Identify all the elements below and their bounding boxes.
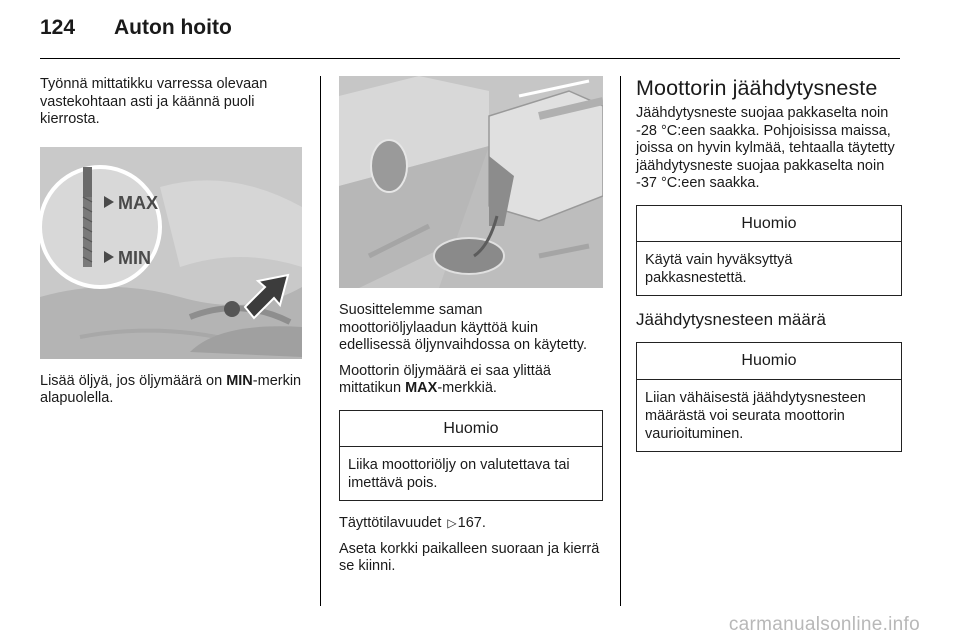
dipstick-instruction: Työnnä mittatikku varressa olevaan vastekohtaan asti ja käännä puoli kierrosta. [40,76,268,127]
max-mark-label: MAX [118,192,158,213]
column-divider-1 [320,76,321,606]
coolant-protection-text: Jäähdytysneste suojaa pakkaselta noin -28 °C:een saakka. Pohjoisissa maissa, joissa on hyvin kylmää, tehtaalla täytetty jäähdytysneste suojaa pakkaselta noin -37 °C:een saakka. [636,105,895,191]
add-oil-instruction: Lisää öljyä, jos öljymäärä on MIN-merkin alapuolella. [40,372,302,406]
column-2 [339,76,603,584]
note-title: Huomio [637,343,901,380]
column-3 [636,76,902,466]
note-title: Huomio [637,206,901,243]
note-box-low-coolant [636,342,902,452]
dipstick-illustration [40,147,302,359]
dipstick-drawing [40,147,302,359]
note-text: Liian vähäisestä jäähdytysnesteen määrästä voi seurata moottorin vaurioituminen. [645,389,866,442]
subsection-heading-coolant-level: Jäähdytysnesteen määrä [636,310,826,329]
max-level-warning: Moottorin öljymäärä ei saa ylittää mittatikun MAX-merkkiä. [339,362,551,396]
oil-filling-illustration [339,76,603,288]
cap-instruction: Aseta korkki paikalleen suoraan ja kierrä se kiinni. [339,540,600,574]
watermark: carmanualsonline.info [728,614,920,635]
page-reference-icon: ▷ [447,516,457,530]
note-text: Liika moottoriöljy on valutettava tai imettävä pois. [348,457,570,491]
section-heading-coolant: Moottorin jäähdytysneste [636,76,878,100]
page-header [40,16,232,50]
note-text: Käytä vain hyväksyttyä pakkasnestettä. [645,252,793,286]
chapter-title: Auton hoito [114,16,232,39]
min-mark-label: MIN [118,247,151,268]
oil-filling-drawing [339,76,603,288]
note-title: Huomio [340,411,602,448]
oil-quality-recommendation: Suosittelemme saman moottoriöljylaadun käyttöä kuin edellisessä öljynvaihdossa on käytetty. [339,302,587,353]
note-box-excess-oil [339,410,603,502]
note-box-antifreeze [636,205,902,297]
column-1 [40,76,304,416]
capacity-reference: Täyttötilavuudet ▷167. [339,515,486,531]
page-number: 124 [40,16,76,39]
header-divider [40,58,900,59]
column-divider-2 [620,76,621,606]
